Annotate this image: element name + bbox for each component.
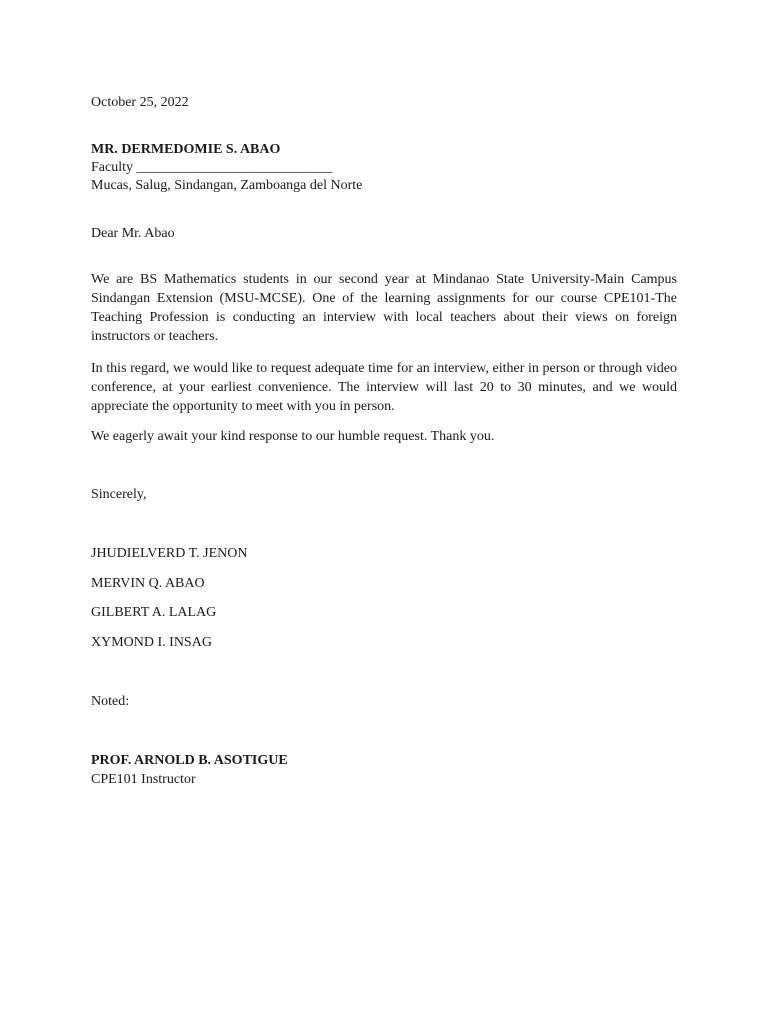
- noted-by-title: CPE101 Instructor: [91, 772, 196, 787]
- letter-date: October 25, 2022: [91, 95, 189, 110]
- body-paragraph-3: We eagerly await your kind response to our humble request. Thank you.: [91, 429, 495, 444]
- recipient-position: Faculty ____________________________: [91, 160, 333, 175]
- body-paragraph-1: We are BS Mathematics students in our second year at Mindanao State University-Main Campus Sindangan Extension (MSU-MCSE). One of the learning assignments for our course CPE101-The Teaching Profession is conducting an interview with local teachers about their views on foreign instructors or teachers.: [91, 272, 677, 344]
- signatory-name: JHUDIELVERD T. JENON: [91, 546, 248, 561]
- recipient-name: MR. DERMEDOMIE S. ABAO: [91, 142, 281, 157]
- noted-label: Noted:: [91, 694, 130, 709]
- body-paragraph-2: In this regard, we would like to request adequate time for an interview, either in person or through video conference, at your earliest convenience. The interview will last 20 to 30 minutes, and we would appreciate the opportunity to meet with you in person.: [91, 361, 677, 414]
- noted-by-name: PROF. ARNOLD B. ASOTIGUE: [91, 753, 288, 768]
- signatory-name: GILBERT A. LALAG: [91, 605, 217, 620]
- signatory-name: MERVIN Q. ABAO: [91, 576, 205, 591]
- salutation: Dear Mr. Abao: [91, 226, 175, 241]
- signatory-name: XYMOND I. INSAG: [91, 635, 212, 650]
- closing: Sincerely,: [91, 487, 147, 502]
- recipient-address: Mucas, Salug, Sindangan, Zamboanga del Norte: [91, 178, 363, 193]
